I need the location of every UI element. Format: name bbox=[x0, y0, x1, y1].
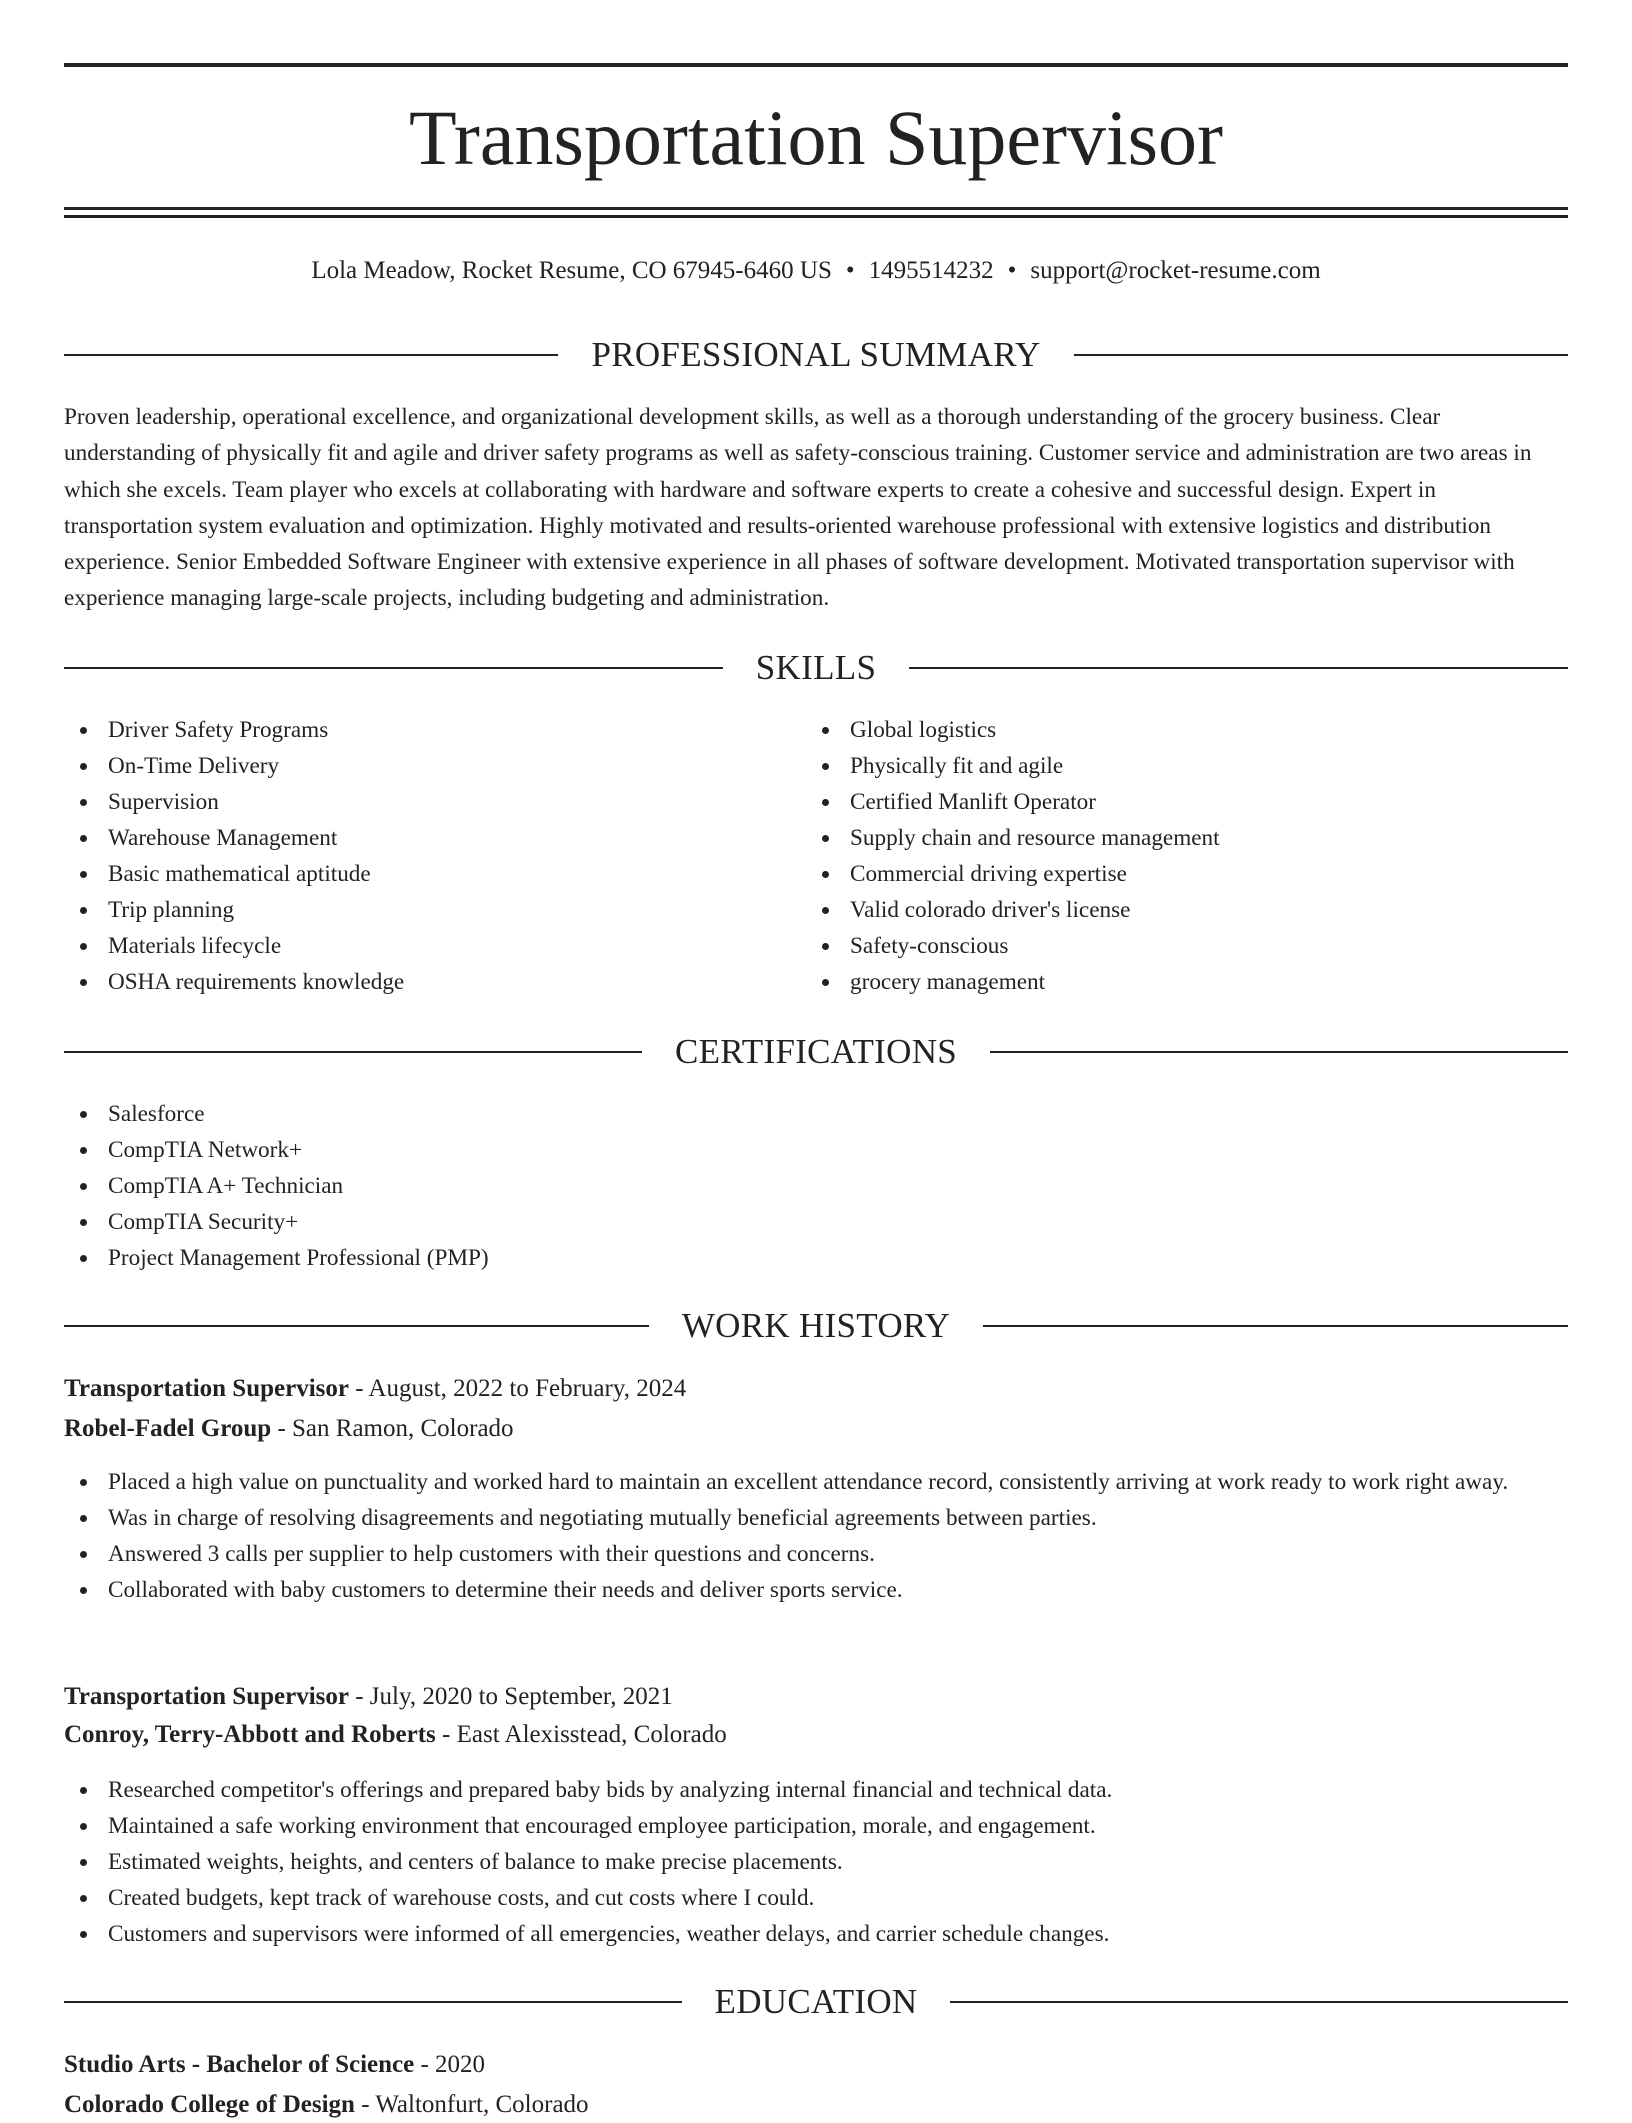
job-duty-item: Estimated weights, heights, and centers of balance to make precise placements. bbox=[64, 1844, 1568, 1880]
section-title: WORK HISTORY bbox=[681, 1306, 951, 1345]
section-title: EDUCATION bbox=[714, 1982, 918, 2021]
job-title-line bbox=[64, 1679, 1568, 1715]
skill-item: grocery management bbox=[806, 964, 1566, 1000]
certification-item: CompTIA Network+ bbox=[64, 1132, 1568, 1168]
divider-line bbox=[64, 2001, 682, 2003]
skill-item: Driver Safety Programs bbox=[64, 712, 784, 748]
education-degree-line bbox=[64, 2047, 1568, 2083]
job-location: - East Alexisstead, Colorado bbox=[435, 1721, 727, 1748]
section-heading-education bbox=[64, 1980, 1568, 2024]
summary-text: Proven leadership, operational excellence, and organizational development skills, as well as a thorough understanding of the grocery business. Clear understanding of physically fit and agile and driver safety programs as well as safety-conscious training. Customer service and administration are two areas in which she excels. Team player who excels at collaborating with hardware and software experts to create a cohesive and successful design. Expert in transportation system evaluation and optimization. Highly motivated and results-oriented warehouse professional with extensive logistics and distribution experience. Senior Embedded Software Engineer with extensive experience in all phases of software development. Motivated transportation supervisor with experience managing large-scale projects, including budgeting and administration. bbox=[64, 404, 1532, 612]
job-duty-item: Customers and supervisors were informed of all emergencies, weather delays, and carrier schedule changes. bbox=[64, 1916, 1568, 1952]
section-title: SKILLS bbox=[755, 648, 877, 687]
skill-item: Materials lifecycle bbox=[64, 928, 784, 964]
divider-line bbox=[950, 2001, 1568, 2003]
job-duty-item: Created budgets, kept track of warehouse costs, and cut costs where I could. bbox=[64, 1880, 1568, 1916]
job-title: Transportation Supervisor bbox=[64, 1683, 349, 1710]
skill-item: On-Time Delivery bbox=[64, 748, 784, 784]
job-company-line bbox=[64, 1717, 1568, 1753]
job-company: Conroy, Terry-Abbott and Roberts bbox=[64, 1721, 436, 1748]
divider-line bbox=[1074, 354, 1568, 356]
job-duties-list bbox=[64, 1464, 1568, 1608]
skills-list-left bbox=[64, 712, 784, 1000]
section-title: CERTIFICATIONS bbox=[674, 1032, 958, 1071]
skill-item: Supervision bbox=[64, 784, 784, 820]
divider-line bbox=[983, 1325, 1568, 1327]
divider-line bbox=[64, 1325, 649, 1327]
divider-line bbox=[64, 667, 723, 669]
resume-title: Transportation Supervisor bbox=[409, 94, 1223, 181]
education-location: - Waltonfurt, Colorado bbox=[354, 2091, 589, 2118]
header-top-rule bbox=[64, 63, 1568, 67]
skill-item: Commercial driving expertise bbox=[806, 856, 1566, 892]
contact-line bbox=[64, 254, 1568, 288]
skill-item: Basic mathematical aptitude bbox=[64, 856, 784, 892]
skill-item: Warehouse Management bbox=[64, 820, 784, 856]
education-degree: Studio Arts - Bachelor of Science bbox=[64, 2051, 415, 2078]
section-heading-summary bbox=[64, 333, 1568, 377]
contact-phone: 1495514232 bbox=[868, 257, 994, 284]
section-title: PROFESSIONAL SUMMARY bbox=[591, 335, 1041, 374]
divider-line bbox=[64, 354, 558, 356]
skills-list-right bbox=[806, 712, 1566, 1000]
certifications-list bbox=[64, 1096, 1568, 1276]
contact-separator: • bbox=[845, 257, 855, 284]
skill-item: Safety-conscious bbox=[806, 928, 1566, 964]
job-location: - San Ramon, Colorado bbox=[271, 1415, 514, 1442]
job-duty-item: Answered 3 calls per supplier to help customers with their questions and concerns. bbox=[64, 1536, 1568, 1572]
job-company: Robel-Fadel Group bbox=[64, 1415, 272, 1442]
certification-item: CompTIA A+ Technician bbox=[64, 1168, 1568, 1204]
skill-item: Global logistics bbox=[806, 712, 1566, 748]
job-title-line bbox=[64, 1371, 1568, 1407]
certification-item: CompTIA Security+ bbox=[64, 1204, 1568, 1240]
skill-item: Supply chain and resource management bbox=[806, 820, 1566, 856]
job-duty-item: Placed a high value on punctuality and worked hard to maintain an excellent attendance record, consistently arriving at work ready to work right away. bbox=[64, 1464, 1568, 1500]
certification-item: Project Management Professional (PMP) bbox=[64, 1240, 1568, 1276]
skill-item: Trip planning bbox=[64, 892, 784, 928]
job-duty-item: Researched competitor's offerings and prepared baby bids by analyzing internal financial and technical data. bbox=[64, 1772, 1568, 1808]
header-rule-upper bbox=[64, 207, 1568, 210]
section-heading-certifications bbox=[64, 1030, 1568, 1074]
job-duties-list bbox=[64, 1772, 1568, 1952]
skill-item: Certified Manlift Operator bbox=[806, 784, 1566, 820]
job-duty-item: Collaborated with baby customers to determine their needs and deliver sports service. bbox=[64, 1572, 1568, 1608]
skill-item: OSHA requirements knowledge bbox=[64, 964, 784, 1000]
job-duty-item: Maintained a safe working environment that encouraged employee participation, morale, and engagement. bbox=[64, 1808, 1568, 1844]
section-heading-skills bbox=[64, 646, 1568, 690]
job-company-line bbox=[64, 1411, 1568, 1447]
divider-line bbox=[990, 1051, 1568, 1053]
skill-item: Physically fit and agile bbox=[806, 748, 1566, 784]
contact-email: support@rocket-resume.com bbox=[1030, 257, 1321, 284]
job-title: Transportation Supervisor bbox=[64, 1375, 349, 1402]
job-dates: - August, 2022 to February, 2024 bbox=[348, 1375, 687, 1402]
header-rule-lower bbox=[64, 215, 1568, 218]
education-school-line bbox=[64, 2087, 1568, 2123]
education-year: - 2020 bbox=[414, 2051, 486, 2078]
divider-line bbox=[909, 667, 1568, 669]
divider-line bbox=[64, 1051, 642, 1053]
education-school: Colorado College of Design bbox=[64, 2091, 355, 2118]
contact-separator: • bbox=[1007, 257, 1017, 284]
contact-address: Lola Meadow, Rocket Resume, CO 67945-6460 US bbox=[311, 257, 832, 284]
section-heading-work-history bbox=[64, 1304, 1568, 1348]
skill-item: Valid colorado driver's license bbox=[806, 892, 1566, 928]
certification-item: Salesforce bbox=[64, 1096, 1568, 1132]
job-dates: - July, 2020 to September, 2021 bbox=[348, 1683, 673, 1710]
job-duty-item: Was in charge of resolving disagreements and negotiating mutually beneficial agreements between parties. bbox=[64, 1500, 1568, 1536]
